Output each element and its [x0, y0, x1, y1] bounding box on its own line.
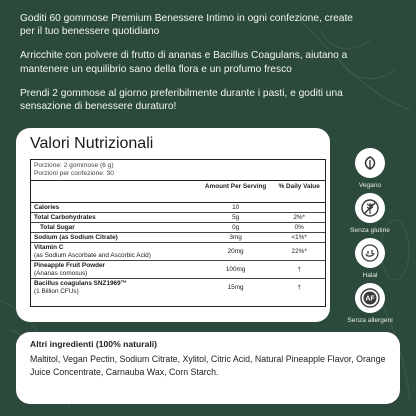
table-header: [31, 181, 325, 203]
product-description: [20, 12, 365, 124]
description-paragraph-2: Arricchite con polvere di frutto di ananas e Bacillus Coagulans, aiutano a mantenere un equilibrio sano della flora e un profumo fresco: [20, 50, 348, 75]
table-row: [31, 243, 325, 261]
allergen-mark: AF: [365, 295, 375, 303]
row-subtext: (1 Billion CFUs): [34, 288, 79, 295]
row-dv: †: [297, 284, 301, 291]
badge-allergen-free: [344, 283, 396, 324]
row-name: Total Carbohydrates: [34, 213, 96, 221]
table-row: [31, 233, 325, 243]
header-daily-value: % Daily Value: [278, 183, 320, 190]
badge-label: Halal: [362, 272, 378, 279]
nutrition-facts-table: [30, 159, 326, 307]
servings-per-container: Porzioni per confezione: 30: [34, 170, 114, 177]
serving-info: [31, 160, 325, 181]
table-row: [31, 279, 325, 297]
row-name: Total Sugar: [40, 223, 75, 231]
row-amount: 20mg: [227, 247, 244, 255]
row-subtext: (as Sodium Ascorbate and Ascorbic Acid): [34, 251, 151, 259]
row-name: Calories: [34, 203, 60, 211]
row-amount: 5g: [232, 213, 240, 221]
row-amount: 15mg: [227, 284, 244, 291]
row-name: Pineapple Fruit Powder: [34, 261, 106, 269]
ingredients-list: Maltitol, Vegan Pectin, Sodium Citrate, Xylitol, Citric Acid, Natural Pineapple Flavor, Orange Juice Concentrate, Carnauba Wax, Corn Starch.: [30, 354, 386, 377]
nutrition-title: Valori Nutrizionali: [30, 135, 154, 152]
halal-icon: [355, 238, 385, 268]
nutrition-card: [16, 128, 330, 322]
row-dv: 2%*: [293, 213, 306, 221]
row-dv: 0%: [294, 223, 304, 231]
row-name: Sodium (as Sodium Citrate): [34, 233, 118, 241]
table-row: [31, 223, 325, 233]
row-amount: 3mg: [229, 233, 242, 241]
description-paragraph-1: Goditi 60 gommose Premium Benessere Intimo in ogni confezione, create per il tuo benessere quotidiano: [20, 13, 353, 38]
badge-gluten-free: [344, 193, 396, 234]
badge-label: Senza glutine: [350, 227, 390, 234]
badge-label: Senza allergeni: [347, 317, 393, 324]
row-dv: <1%*: [291, 233, 307, 241]
header-blank: [31, 181, 198, 202]
row-subtext: (Ananas comosus): [34, 269, 88, 277]
serving-size: Porzione: 2 gommose (6 g): [34, 162, 114, 169]
table-row: [31, 203, 325, 213]
header-amount: Amount Per Serving: [204, 183, 267, 190]
row-amount: 10: [232, 203, 240, 211]
allergen-free-icon: [355, 283, 385, 313]
row-dv: †: [297, 265, 301, 273]
row-name: Bacillus coagulans SNZ1969™: [34, 280, 128, 287]
vegan-leaf-icon: [355, 148, 385, 178]
row-name: Vitamin C: [34, 243, 64, 251]
badge-halal: [344, 238, 396, 279]
ingredients-title: Altri ingredienti (100% naturali): [30, 339, 158, 349]
table-row: [31, 261, 325, 279]
row-amount: 100mg: [225, 265, 246, 273]
description-paragraph-3: Prendi 2 gommose al giorno preferibilmente durante i pasti, e goditi una sensazione di benessere duraturo!: [20, 87, 343, 113]
table-row: [31, 213, 325, 223]
ingredients-card: [16, 332, 400, 404]
badge-label: Vegano: [358, 182, 382, 189]
row-dv: 22%*: [291, 247, 307, 255]
badge-vegan: [344, 148, 396, 189]
gluten-free-icon: [355, 193, 385, 223]
row-amount: 0g: [232, 223, 240, 231]
